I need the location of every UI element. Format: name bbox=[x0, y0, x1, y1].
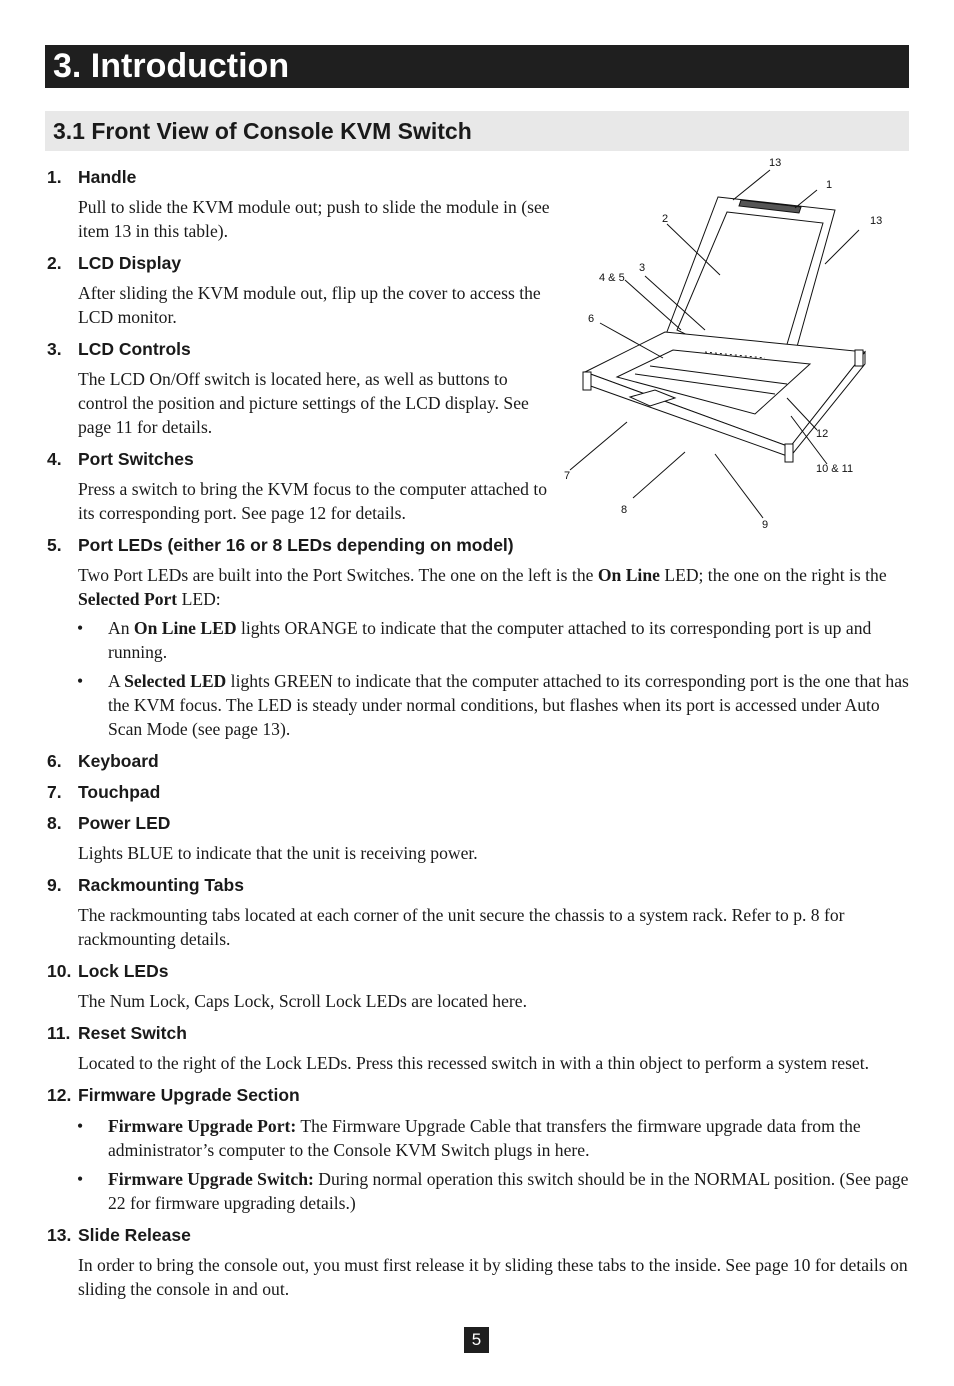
item-title: Port Switches bbox=[78, 449, 194, 469]
bold-run: Firmware Upgrade Switch: bbox=[108, 1169, 314, 1189]
item-3-heading bbox=[47, 334, 909, 365]
bold-run: On Line LED bbox=[133, 618, 237, 638]
item-1-description: Pull to slide the KVM module out; push to slide the module in (see item 13 in this table). bbox=[78, 197, 550, 241]
bold-run: Firmware Upgrade Port: bbox=[108, 1116, 297, 1136]
item-number: 12. bbox=[47, 1085, 72, 1105]
bullet-dot: • bbox=[77, 1169, 84, 1189]
item-13-description: In order to bring the console out, you must first release it by sliding these tabs to the inside. See page 10 for details on sliding the console in and out. bbox=[78, 1255, 908, 1299]
item-5-heading bbox=[47, 530, 909, 561]
text-run: The Firmware Upgrade Cable that transfers the firmware upgrade data from the administrator’s computer to the Console KVM Switch plugs in here. bbox=[108, 1116, 861, 1160]
item-4-heading bbox=[47, 444, 909, 475]
callout-2: 2 bbox=[662, 213, 669, 225]
callout-6: 6 bbox=[588, 313, 595, 325]
item-12-bullet-1 bbox=[77, 1114, 909, 1162]
item-8-heading bbox=[47, 808, 909, 839]
item-title: LCD Controls bbox=[78, 339, 191, 359]
bold-run: On Line bbox=[597, 565, 660, 585]
text-run: A bbox=[108, 671, 125, 691]
item-list bbox=[47, 162, 909, 1306]
callout-9: 9 bbox=[762, 519, 769, 531]
item-title: Reset Switch bbox=[78, 1023, 187, 1043]
item-5-description bbox=[78, 563, 909, 611]
text-run: LED; the one on the right is the bbox=[659, 565, 887, 585]
item-title: Lock LEDs bbox=[78, 961, 169, 981]
callout-3: 3 bbox=[639, 262, 646, 274]
item-6-heading bbox=[47, 746, 909, 777]
bullet-dot: • bbox=[77, 671, 84, 691]
bold-run: Selected LED bbox=[124, 671, 227, 691]
item-13-heading bbox=[47, 1220, 909, 1251]
bullet-dot: • bbox=[77, 618, 84, 638]
item-number: 3. bbox=[47, 339, 62, 359]
item-2-description: After sliding the KVM module out, flip up the cover to access the LCD monitor. bbox=[78, 283, 541, 327]
callout-8: 8 bbox=[621, 504, 628, 516]
item-9-description: The rackmounting tabs located at each corner of the unit secure the chassis to a system rack. Refer to p. 8 for rackmounting details. bbox=[78, 905, 845, 949]
callout-13-top: 13 bbox=[769, 157, 782, 169]
item-number: 7. bbox=[47, 782, 62, 802]
text-run: Two Port LEDs are built into the Port Switches. The one on the left is the bbox=[78, 565, 598, 585]
item-title: Port LEDs (either 16 or 8 LEDs depending on model) bbox=[78, 535, 514, 555]
item-number: 6. bbox=[47, 751, 62, 771]
text-run: lights GREEN to indicate that the computer attached to its corresponding port is the one that has the KVM focus. The LED is steady under normal conditions, but flashes when its port is accessed under Auto Scan Mode (see page 13). bbox=[108, 671, 909, 739]
item-10-description: The Num Lock, Caps Lock, Scroll Lock LEDs are located here. bbox=[78, 991, 527, 1011]
item-title: Keyboard bbox=[78, 751, 159, 771]
item-title: Handle bbox=[78, 167, 137, 187]
text-run: LED: bbox=[177, 589, 221, 609]
item-number: 2. bbox=[47, 253, 62, 273]
item-number: 13. bbox=[47, 1225, 72, 1245]
item-number: 4. bbox=[47, 449, 62, 469]
item-2-heading bbox=[47, 248, 909, 279]
item-4-description: Press a switch to bring the KVM focus to the computer attached to its corresponding port. See page 12 for details. bbox=[78, 479, 548, 523]
bullet-dot: • bbox=[77, 1116, 84, 1136]
callout-7: 7 bbox=[564, 470, 571, 482]
item-12-bullet-2 bbox=[77, 1167, 909, 1215]
callout-1: 1 bbox=[826, 179, 833, 191]
text-run: lights ORANGE to indicate that the computer attached to its corresponding port is up and running. bbox=[108, 618, 872, 662]
item-number: 11. bbox=[47, 1023, 71, 1043]
text-run: During normal operation this switch should be in the NORMAL position. (See page 22 for firmware upgrading details.) bbox=[108, 1169, 909, 1213]
item-number: 1. bbox=[47, 167, 62, 187]
item-11-heading bbox=[47, 1018, 909, 1049]
item-5-bullet-2 bbox=[77, 669, 909, 741]
item-1-heading bbox=[47, 162, 909, 193]
section-title: 3.1 Front View of Console KVM Switch bbox=[45, 111, 909, 151]
item-10-heading bbox=[47, 956, 909, 987]
item-5-bullet-1 bbox=[77, 616, 909, 664]
item-7-heading bbox=[47, 777, 909, 808]
item-3-description: The LCD On/Off switch is located here, as well as buttons to control the position and picture settings of the LCD display. See page 11 for details. bbox=[78, 369, 529, 437]
item-9-heading bbox=[47, 870, 909, 901]
text-run: An bbox=[108, 618, 134, 638]
item-title: Rackmounting Tabs bbox=[78, 875, 244, 895]
item-title: Power LED bbox=[78, 813, 171, 833]
item-title: Firmware Upgrade Section bbox=[78, 1085, 300, 1105]
item-12-heading bbox=[47, 1080, 909, 1111]
item-8-description: Lights BLUE to indicate that the unit is receiving power. bbox=[78, 843, 478, 863]
item-title: Touchpad bbox=[78, 782, 161, 802]
callout-4-5: 4 & 5 bbox=[599, 272, 625, 284]
item-number: 8. bbox=[47, 813, 62, 833]
callout-13-right: 13 bbox=[870, 215, 883, 227]
item-title: LCD Display bbox=[78, 253, 182, 273]
item-number: 9. bbox=[47, 875, 62, 895]
item-number: 10. bbox=[47, 961, 72, 981]
bold-run: Selected Port bbox=[78, 589, 178, 609]
callout-12: 12 bbox=[816, 428, 829, 440]
item-11-description: Located to the right of the Lock LEDs. Press this recessed switch in with a thin object to perform a system reset. bbox=[78, 1053, 870, 1073]
item-title: Slide Release bbox=[78, 1225, 191, 1245]
item-number: 5. bbox=[47, 535, 62, 555]
callout-10-11: 10 & 11 bbox=[816, 463, 854, 475]
page-number: 5 bbox=[464, 1327, 489, 1353]
chapter-title: 3. Introduction bbox=[45, 45, 909, 88]
